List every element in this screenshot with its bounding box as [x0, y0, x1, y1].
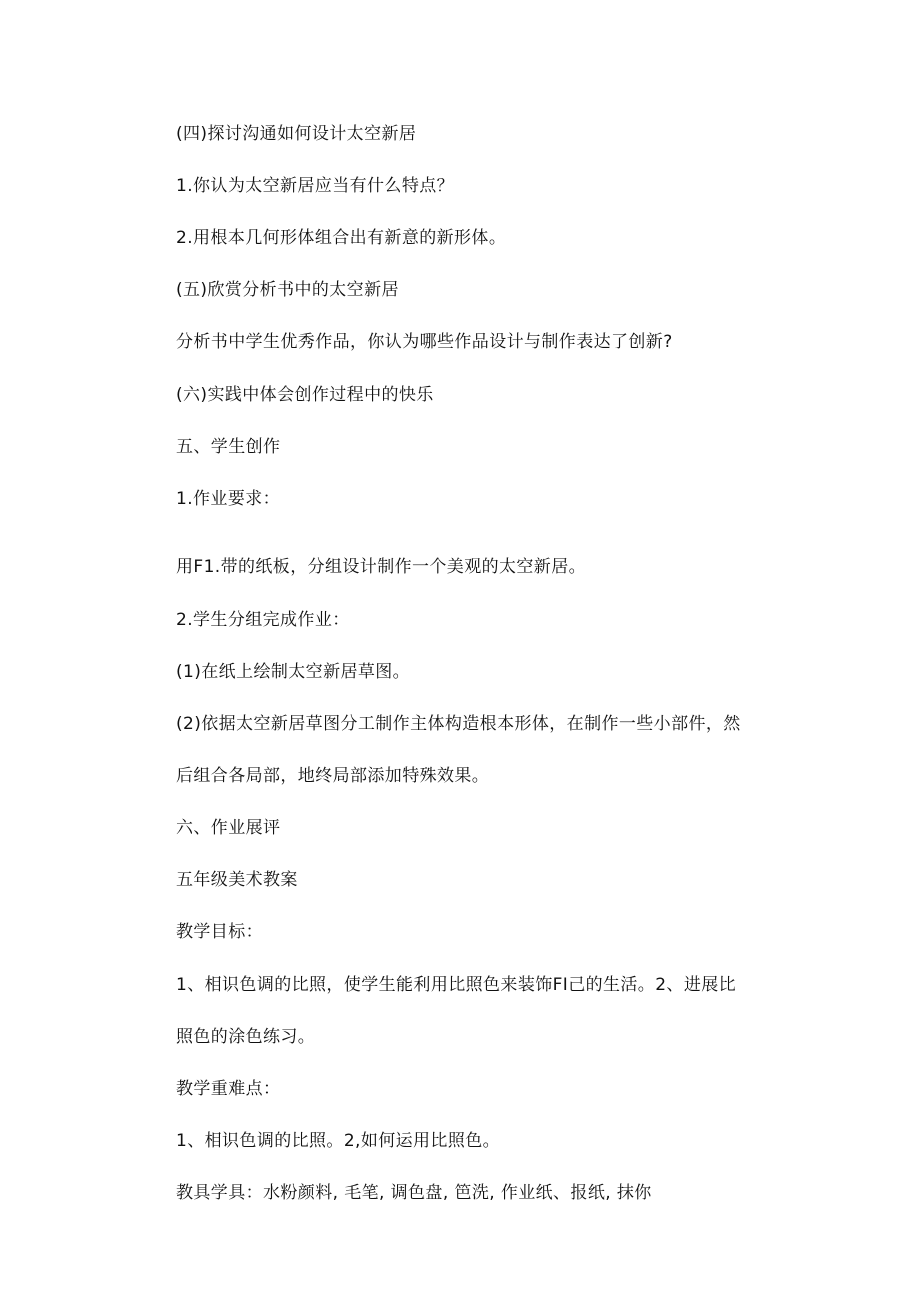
teaching-goals-label: 教学目标：	[176, 922, 263, 942]
teaching-goals-line-2: 照色的涂色练习。	[176, 1027, 316, 1047]
question-1: 1.你认为太空新居应当有什么特点？	[176, 176, 455, 196]
section-heading-5: (五)欣赏分析书中的太空新居	[176, 280, 399, 300]
step-2-line-2: 后组合各局部，地终局部添加特殊效果。	[176, 766, 490, 786]
section-heading-4: (四)探讨沟通如何设计太空新居	[176, 124, 417, 144]
heading-homework-review: 六、作业展评	[176, 818, 281, 838]
paragraph-analysis: 分析书中学生优秀作品，你认为哪些作品设计与制作表达了创新?	[176, 332, 673, 352]
lesson-plan-title: 五年级美术教案	[176, 870, 298, 890]
key-points-label: 教学重难点：	[176, 1079, 281, 1099]
section-heading-6: (六)实践中体会创作过程中的快乐	[176, 385, 434, 405]
question-2: 2.用根本几何形体组合出有新意的新形体。	[176, 228, 507, 248]
teaching-tools: 教具学具：水粉颜料, 毛笔, 调色盘, 笆洗, 作业纸、报纸, 抹你	[176, 1183, 652, 1203]
key-points-content: 1、相识色调的比照。2,如何运用比照色。	[176, 1131, 501, 1151]
heading-student-creation: 五、学生创作	[176, 437, 281, 457]
step-2-line-1: (2)依据太空新居草图分工制作主体构造根本形体，在制作一些小部件，然	[176, 714, 741, 734]
teaching-goals-line-1: 1、相识色调的比照，使学生能利用比照色来装饰FI己的生活。2、进展比	[176, 975, 737, 995]
step-1: (1)在纸上绘制太空新居草图。	[176, 662, 411, 682]
homework-requirements: 1.作业要求：	[176, 489, 281, 509]
paragraph-cardboard: 用F1.带的纸板，分组设计制作一个美观的太空新居。	[176, 557, 586, 577]
group-work: 2.学生分组完成作业：	[176, 610, 350, 630]
